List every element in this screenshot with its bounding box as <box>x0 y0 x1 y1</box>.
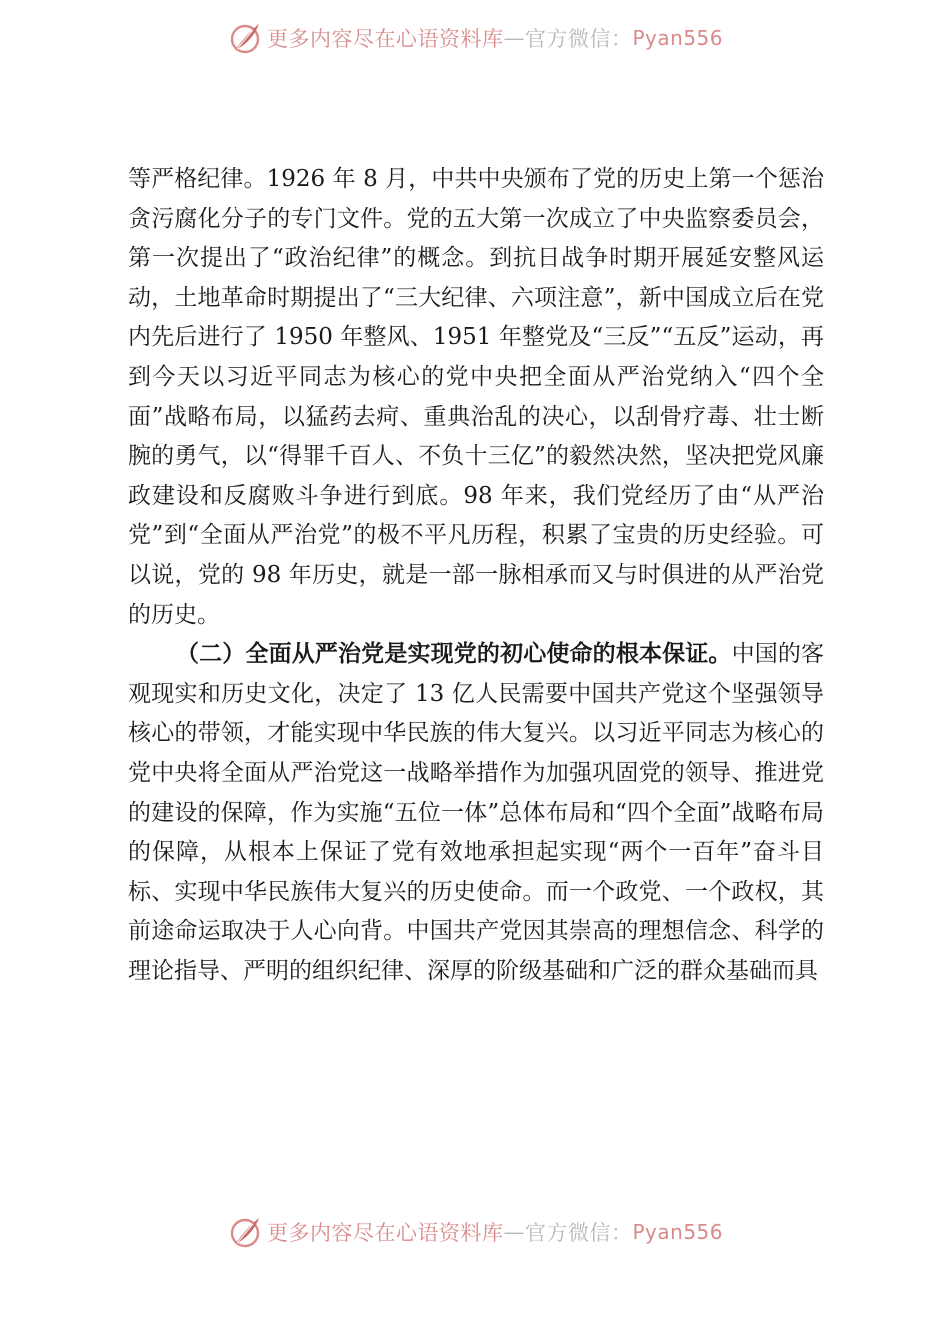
banner-main-text: 更多内容尽在心语资料库 <box>266 27 504 51</box>
paragraph-2 <box>128 635 824 991</box>
banner-dash: — <box>503 1220 525 1244</box>
header-watermark-banner <box>0 12 950 64</box>
banner-main-text: 更多内容尽在心语资料库 <box>266 1221 504 1245</box>
banner-dash: — <box>503 26 525 50</box>
paragraph-2-body: 中国的客观现实和历史文化，决定了 13 亿人民需要中国共产党这个坚强领导核心的带领，才能实现中华民族的伟大复兴。以习近平同志为核心的党中央将全面从严治党这一战略举措作为加强巩固党的领导、推进党的建设的保障，作为实施“五位一体”总体布局和“四个全面”战略布局的保障，从根本上保证了党有效地承担起实现“两个一百年”奋斗目标、实现中华民族伟大复兴的历史使命。而一个政党、一个政权，其前途命运取决于人心向背。中国共产党因其崇高的理想信念、科学的理论指导、严明的组织纪律、深厚的阶级基础和广泛的群众基础而具 <box>128 641 825 984</box>
banner-wechat-id: Pyan556 <box>632 26 723 50</box>
banner-wechat-label: 官方微信： <box>524 27 633 51</box>
feather-pen-icon <box>227 20 263 56</box>
paragraph-1: 等严格纪律。1926 年 8 月，中共中央颁布了党的历史上第一个惩治贪污腐化分子的专门文件。党的五大第一次成立了中央监察委员会，第一次提出了“政治纪律”的概念。到抗日战争时期开展延安整风运动，土地革命时期提出了“三大纪律、六项注意”，新中国成立后在党内先后进行了 1950 年整风、1951 年整党及“三反”“五反”运动，再到今天以习近平同志为核心的党中央把全面从严治党纳入“四个全面”战略布局，以猛药去疴、重典治乱的决心，以刮骨疗毒、壮士断腕的勇气，以“得罪千百人、不负十三亿”的毅然决然，坚决把党风廉政建设和反腐败斗争进行到底。98 年来，我们党经历了由“从严治党”到“全面从严治党”的极不平凡历程，积累了宝贵的历史经验。可以说，党的 98 年历史，就是一部一脉相承而又与时俱进的从严治党的历史。 <box>128 166 824 628</box>
banner-wechat-label: 官方微信： <box>524 1221 633 1245</box>
document-body <box>128 160 824 991</box>
feather-pen-icon <box>227 1214 263 1250</box>
section-heading: （二）全面从严治党是实现党的初心使命的根本保证。 <box>176 641 732 668</box>
footer-watermark-banner <box>0 1206 950 1258</box>
banner-wechat-id: Pyan556 <box>632 1220 723 1244</box>
